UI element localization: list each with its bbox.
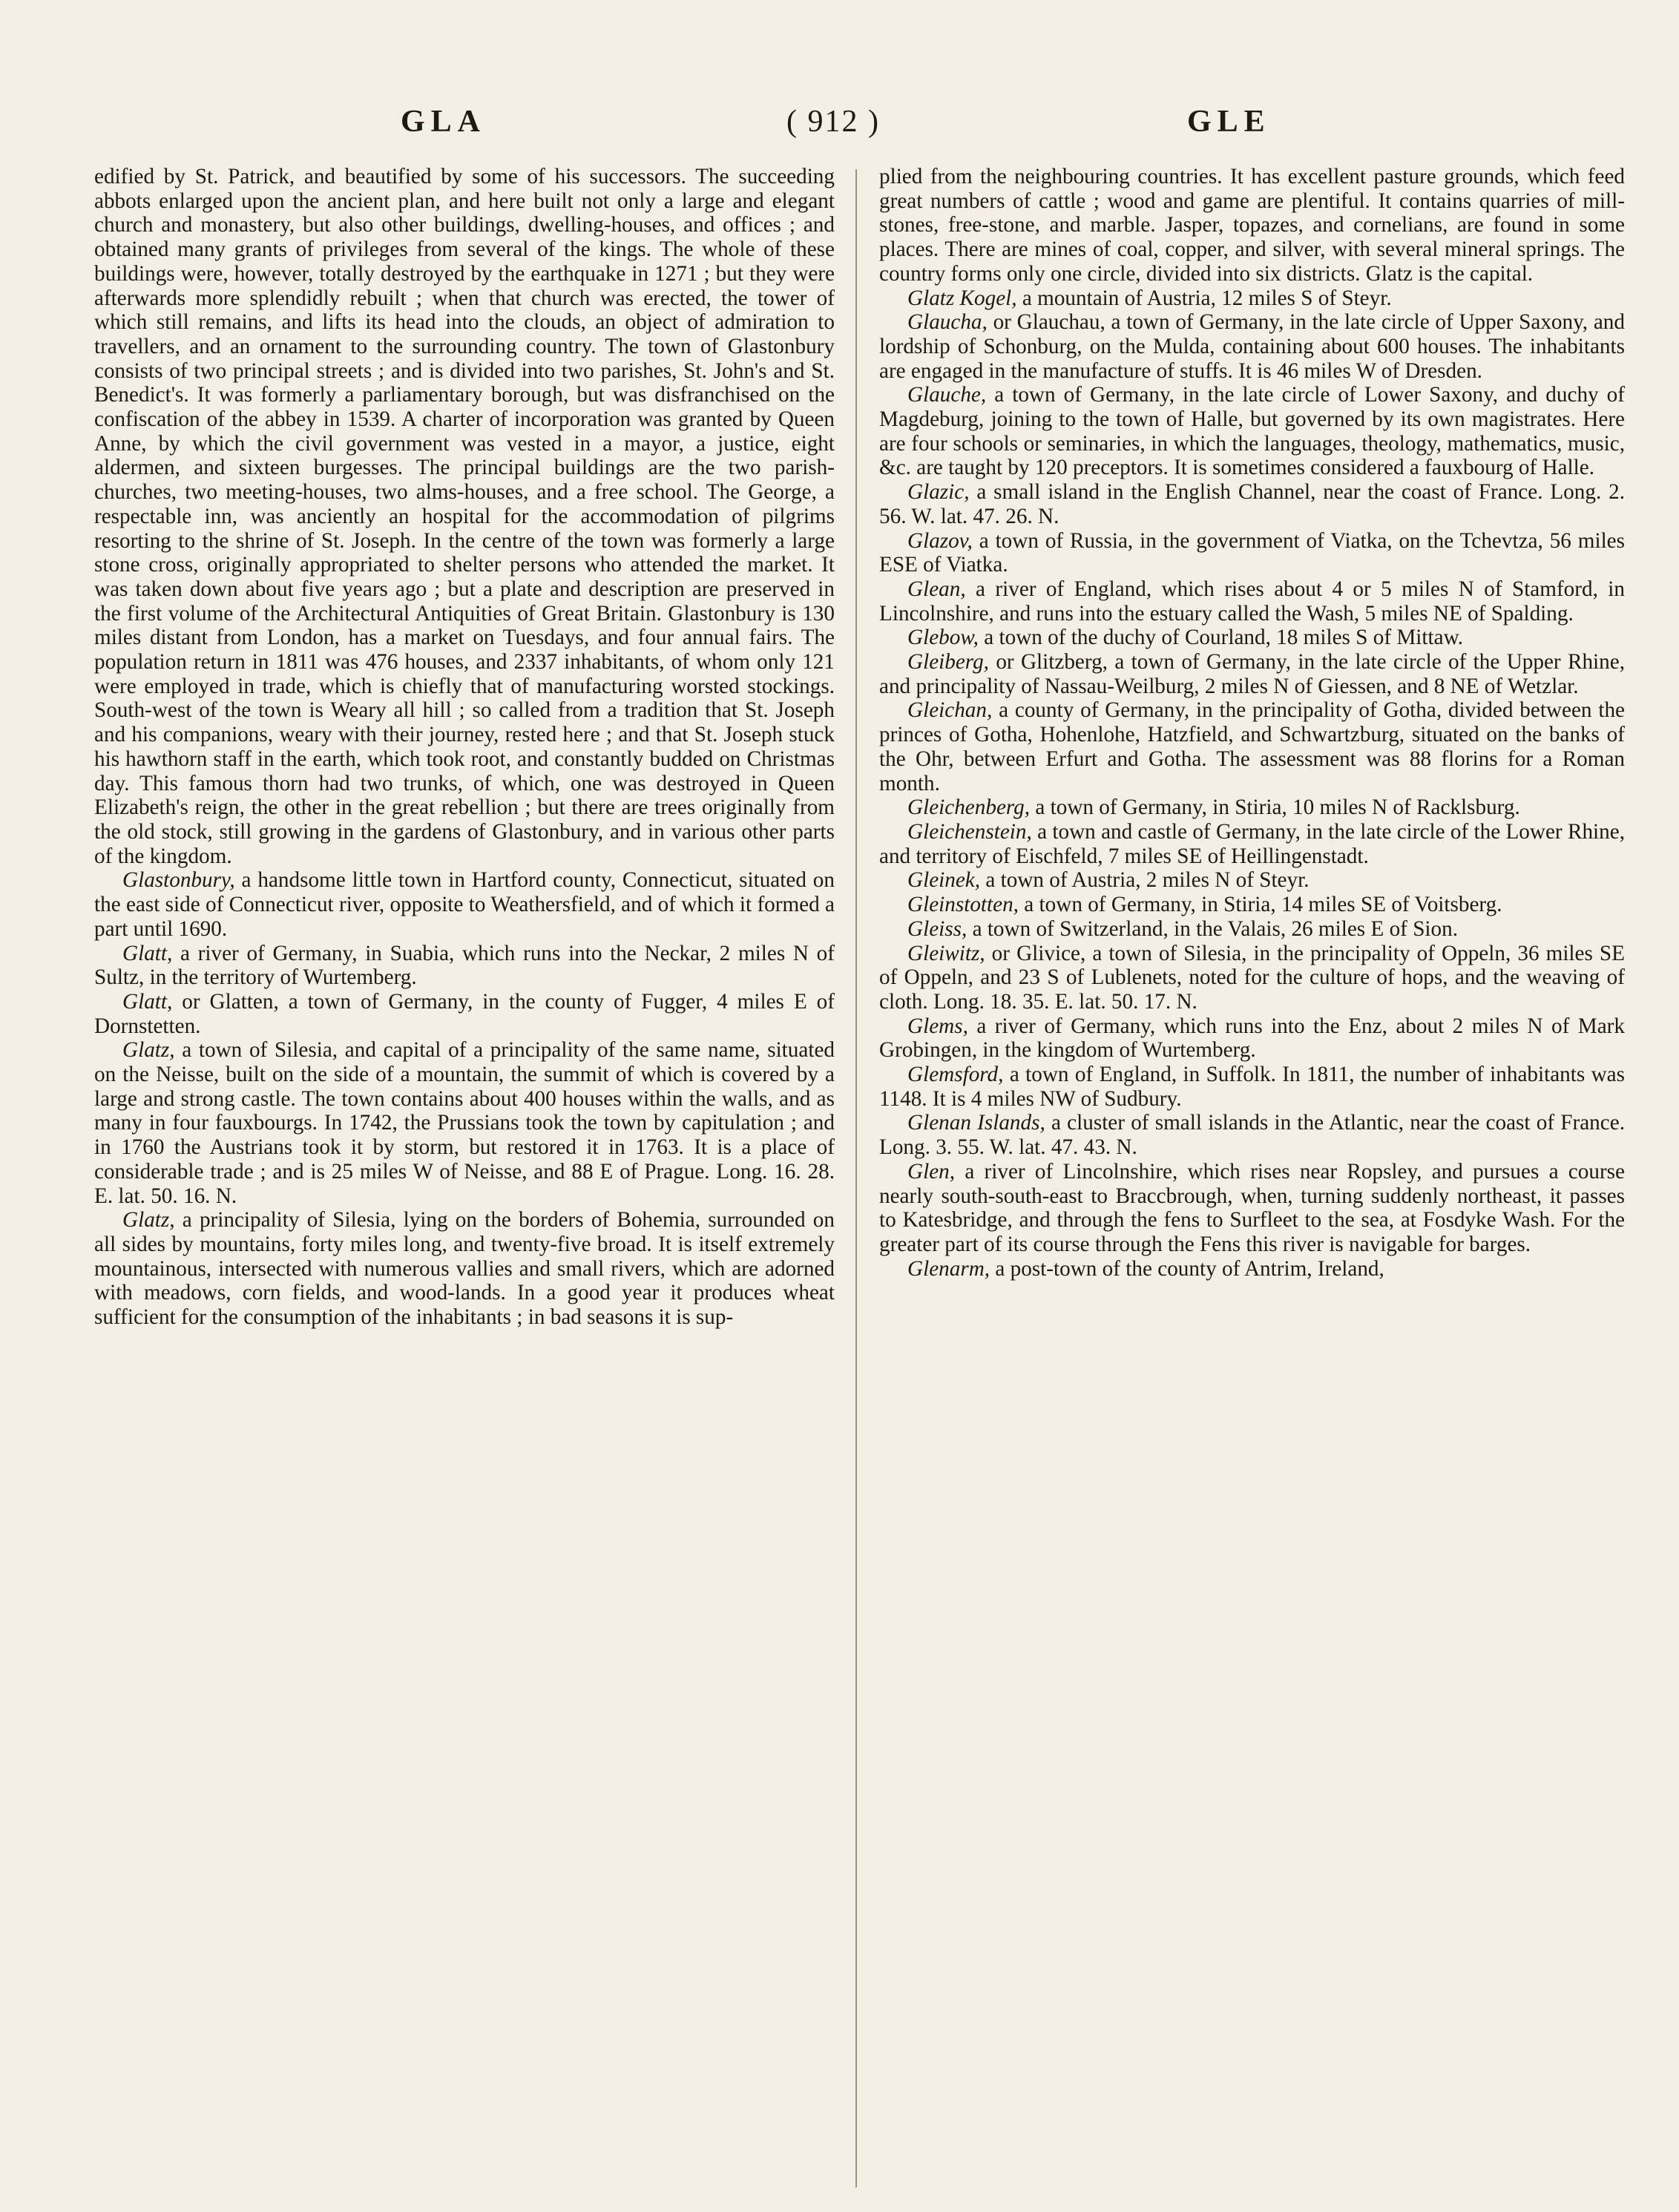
entry-text: a town of England, in Suffolk. In 1811, the number of inhabitants was 1148. It is 4 miles NW of Sudbury. — [879, 1063, 1625, 1111]
entry-text: a county of Germany, in the principality of Gotha, divided between the princes of Gotha, Hohenlohe, Hatzfield, and Schwartzburg, situated on the banks of the Ohr, between Erfurt and Gotha. The assessment was 88 florins for a Roman month. — [879, 698, 1625, 795]
entry-text: a cluster of small islands in the Atlantic, near the coast of France. Long. 3. 55. W. lat. 47. 43. N. — [879, 1111, 1625, 1160]
entry — [879, 917, 1625, 942]
entry-headword: Gleinek, — [907, 868, 981, 893]
right-column — [879, 165, 1625, 1281]
entry — [879, 795, 1625, 820]
entry-headword: Glemsford, — [907, 1063, 1004, 1087]
entry-text: a town of Austria, 2 miles N of Steyr. — [980, 868, 1310, 893]
entry — [94, 1038, 835, 1208]
entry — [94, 990, 835, 1038]
entry-continuation — [879, 165, 1625, 286]
running-header — [0, 104, 1679, 156]
entry-text: edified by St. Patrick, and beautified by some of his successors. The succeeding abbots enlarged upon the ancient plan, and here built not only a large and elegant church and monastery, but also other buildings, dwelling-houses, and offices ; and obtained many grants of privileges from several of the kings. The whole of these buildings were, however, totally destroyed by the earthquake in 1271 ; but they were afterwards more splendidly rebuilt ; when that church was erected, the tower of which still remains, and lifts its head into the clouds, an object of admiration to travellers, and an ornament to the surrounding country. The town of Glastonbury consists of two principal streets ; and is divided into two parishes, St. John's and St. Benedict's. It was formerly a parliamentary borough, but was disfranchised on the confiscation of the abbey in 1539. A charter of incorporation was granted by Queen Anne, by which the civil government was vested in a mayor, a justice, eight aldermen, and sixteen burgesses. The principal buildings are the two parish-churches, two meeting-houses, two alms-houses, and a free school. The George, a respectable inn, was anciently an hospital for the accommodation of pilgrims resorting to the shrine of St. Joseph. In the centre of the town was formerly a large stone cross, originally appropriated to shelter persons who attended the market. It was taken down about five years ago ; but a plate and description are preserved in the first volume of the Architectural Antiquities of Great Britain. Glastonbury is 130 miles distant from London, has a market on Tuesdays, and four annual fairs. The population return in 1811 was 476 houses, and 2337 inhabitants, of whom only 121 were employed in trade, which is chiefly that of manufacturing worsted stockings. South-west of the town is Weary all hill ; so called from a tradition that St. Joseph and his companions, weary with their journey, rested here ; and that St. Joseph stuck his hawthorn staff in the earth, which took root, and constantly budded on Christmas day. This famous thorn had two trunks, of which, one was destroyed in Queen Elizabeth's reign, the other in the great rebellion ; but there are trees originally from the old stock, still growing in the gardens of Glastonbury, and in various other parts of the kingdom. — [94, 165, 835, 868]
entry — [879, 942, 1625, 1014]
entry — [879, 480, 1625, 528]
entry — [94, 1208, 835, 1330]
entry-text: or Glivice, a town of Silesia, in the principality of Oppeln, 36 miles SE of Oppeln, and 23 S of Lublenets, noted for the culture of hops, and the weaving of cloth. Long. 18. 35. E. lat. 50. 17. N. — [879, 941, 1625, 1014]
entry-text: or Glitzberg, a town of Germany, in the late circle of the Upper Rhine, and principality of Nassau-Weilburg, 2 miles N of Giessen, and 8 NE of Wetzlar. — [879, 650, 1625, 698]
entry — [94, 868, 835, 941]
entry — [879, 893, 1625, 917]
entry-text: a town of Russia, in the government of Viatka, on the Tchevtza, 56 miles ESE of Viatka. — [879, 528, 1625, 577]
header-right-guideword: GLE — [1187, 105, 1271, 139]
entry-text: or Glauchau, a town of Germany, in the late circle of Upper Saxony, and lordship of Schonburg, on the Mulda, containing about 600 houses. The inhabitants are engaged in the manufacture of stuffs. It is 46 miles W of Dresden. — [879, 310, 1625, 383]
entry-text: plied from the neighbouring countries. It has excellent pasture grounds, which feed great numbers of cattle ; wood and game are plentiful. It contains quarries of mill-stones, free-stone, and marble. Jasper, topazes, and cornelians, are found in some places. There are mines of coal, copper, and silver, with several mineral springs. The country forms only one circle, divided into six districts. Glatz is the capital. — [879, 165, 1625, 286]
entry — [879, 698, 1625, 795]
entry-text: a river of England, which rises about 4 or 5 miles N of Stamford, in Lincolnshire, and runs into the estuary called the Wash, 5 miles NE of Spalding. — [879, 577, 1625, 626]
entry-text: a town of Silesia, and capital of a principality of the same name, situated on the Neisse, built on the side of a mountain, the summit of which is covered by a large and strong castle. The town contains about 400 houses within the walls, and as many in four fauxbourgs. In 1742, the Prussians took the town by capitulation ; and in 1760 the Austrians took it by storm, but restored it in 1763. It is a place of considerable trade ; and is 25 miles W of Neisse, and 88 E of Prague. Long. 16. 28. E. lat. 50. 16. N. — [94, 1038, 835, 1208]
left-column — [94, 165, 835, 1330]
entry — [879, 1160, 1625, 1257]
entry — [879, 868, 1625, 893]
entry-continuation — [94, 165, 835, 868]
entry-headword: Glauche, — [907, 383, 987, 407]
entry-headword: Glatt, — [122, 941, 173, 965]
entry-text: a post-town of the county of Antrim, Ireland, — [990, 1256, 1384, 1281]
entry-text: a principality of Silesia, lying on the borders of Bohemia, surrounded on all sides by mountains, forty miles long, and twenty-five broad. It is itself extremely mountainous, intersected with numerous vallies and small rivers, which are adorned with meadows, corn fields, and wood-lands. In a good year it produces wheat sufficient for the consumption of the inhabitants ; in bad seasons it is sup- — [94, 1208, 835, 1330]
entry — [879, 1063, 1625, 1111]
entry-text: a river of Germany, in Suabia, which runs into the Neckar, 2 miles N of Sultz, in the territory of Wurtemberg. — [94, 941, 835, 990]
entry-headword: Glebow, — [907, 626, 979, 650]
entry-text: a town of Germany, in Stiria, 10 miles N of Racklsburg. — [1030, 795, 1520, 820]
entry-headword: Glatt, — [122, 989, 173, 1014]
column-divider — [855, 169, 857, 2188]
entry-text: a town of Germany, in Stiria, 14 miles SE of Voitsberg. — [1018, 893, 1502, 917]
entry-text: a town of Switzerland, in the Valais, 26 miles E of Sion. — [967, 916, 1459, 941]
entry-headword: Gleinstotten, — [907, 893, 1019, 917]
entry — [879, 286, 1625, 311]
entry-headword: Glazic, — [907, 480, 970, 505]
entry-headword: Gleichan, — [907, 698, 993, 723]
entry-headword: Gleichenstein, — [907, 819, 1032, 844]
entry-headword: Glatz, — [122, 1208, 175, 1233]
entry-headword: Glaucha, — [907, 310, 988, 335]
entry — [879, 1111, 1625, 1159]
entry — [94, 942, 835, 990]
entry-headword: Glenan Islands, — [907, 1111, 1045, 1135]
entry — [879, 529, 1625, 577]
entry-headword: Glen, — [907, 1159, 956, 1184]
entry-headword: Glatz Kogel, — [907, 286, 1017, 310]
entry — [879, 626, 1625, 650]
entry-headword: Glastonbury, — [122, 868, 235, 893]
entry — [879, 310, 1625, 383]
entry-headword: Glems, — [907, 1014, 968, 1038]
entry — [879, 650, 1625, 698]
entry — [879, 820, 1625, 868]
header-left-guideword: GLA — [401, 105, 487, 139]
entry-text: a river of Lincolnshire, which rises near Ropsley, and pursues a course nearly south-south-east to Braccbrough, when, turning suddenly northeast, it passes to Katesbridge, and through the fens to Surfleet to the sea, at Fosdyke Wash. For the greater part of its course through the Fens this river is navigable for barges. — [879, 1159, 1625, 1256]
page-number: ( 912 ) — [786, 105, 880, 139]
entry-text: a town and castle of Germany, in the late circle of the Lower Rhine, and territory of Eischfeld, 7 miles SE of Heillingenstadt. — [879, 819, 1625, 868]
entry-headword: Gleiberg, — [907, 650, 989, 675]
entry — [879, 1257, 1625, 1281]
entry-headword: Glean, — [907, 577, 966, 601]
entry-text: a town of Germany, in the late circle of Lower Saxony, and duchy of Magdeburg, joining to the town of Halle, but governed by its own magistrates. Here are four schools or seminaries, in which the languages, theology, mathematics, music, &c. are taught by 120 preceptors. It is sometimes considered a fauxbourg of Halle. — [879, 383, 1625, 480]
entry-text: or Glatten, a town of Germany, in the county of Fugger, 4 miles E of Dornstetten. — [94, 989, 835, 1038]
entry-headword: Glatz, — [122, 1038, 175, 1063]
entry-headword: Gleiss, — [907, 916, 967, 941]
entry-text: a river of Germany, which runs into the Enz, about 2 miles N of Mark Grobingen, in the kingdom of Wurtemberg. — [879, 1014, 1625, 1063]
entry-text: a town of the duchy of Courland, 18 miles S of Mittaw. — [978, 626, 1464, 650]
entry — [879, 383, 1625, 480]
entry — [879, 577, 1625, 626]
entry-headword: Gleiwitz, — [907, 941, 985, 965]
entry — [879, 1014, 1625, 1063]
entry-text: a handsome little town in Hartford county, Connecticut, situated on the east side of Connecticut river, opposite to Weathersfield, and of which it formed a part until 1690. — [94, 868, 835, 941]
entry-text: a mountain of Austria, 12 miles S of Steyr. — [1016, 286, 1392, 310]
entry-headword: Glenarm, — [907, 1256, 990, 1281]
entry-headword: Gleichenberg, — [907, 795, 1031, 820]
entry-text: a small island in the English Channel, near the coast of France. Long. 2. 56. W. lat. 47. 26. N. — [879, 480, 1625, 528]
entry-headword: Glazov, — [907, 528, 973, 553]
